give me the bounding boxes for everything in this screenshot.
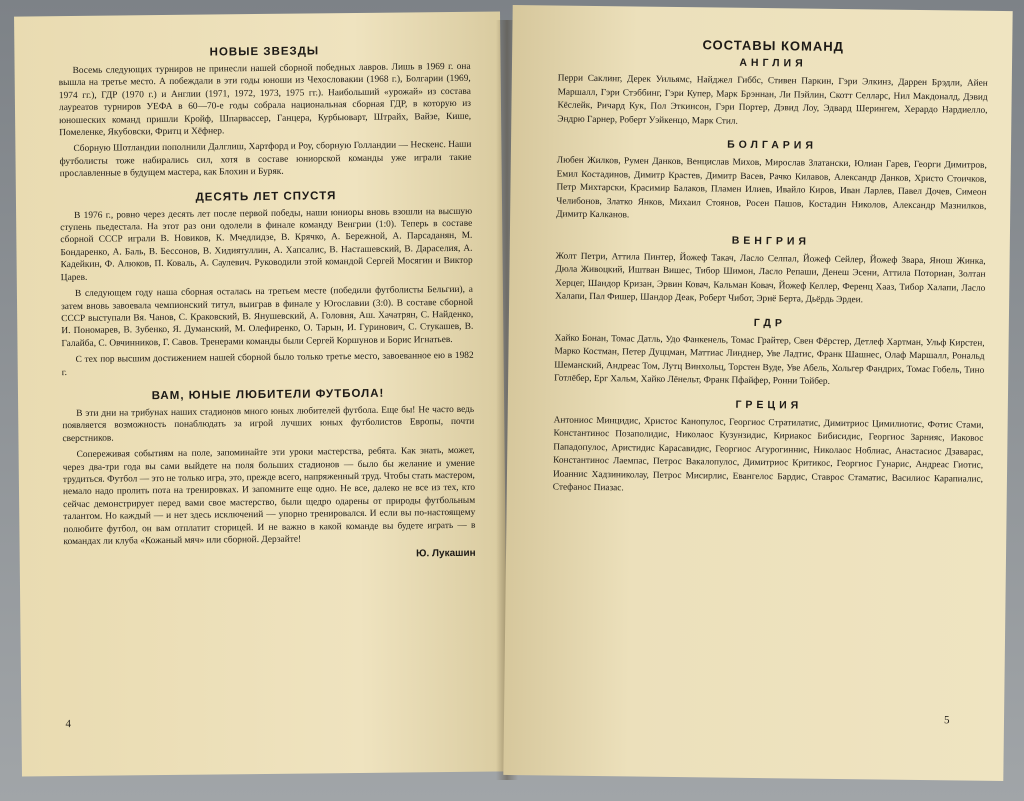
team-heading: БОЛГАРИЯ (727, 138, 817, 152)
page-title: СОСТАВЫ КОМАНД (702, 37, 845, 55)
paragraph: Сборную Шотландии пополнили Далглиш, Хартфорд и Роу, сборную Голландии — Нескенс. Наши футболисты тоже набирались сил, хотя в составе юниорской команды уже играли такие прославленные в будущем мастера, как Блохин и Буряк. (59, 140, 472, 180)
team-heading: ГДР (753, 316, 787, 329)
section-heading: НОВЫЕ ЗВЕЗДЫ (209, 45, 320, 59)
left-page-content (58, 44, 475, 564)
paragraph: Восемь следующих турниров не принесли нашей сборной победных лавров. Лишь в 1969 г. она вышла на третье место. А побеждали в эти годы юноши из Чехословакии (1968 г.), Болгарии (1969, 1974 гг.), ГДР (1970 г.) и Англии (1971, 1972, 1973, 1975 гг.). Наибольший «урожай» из состава лауреатов турниров УЕФА в 60—70-е годы собрала национальная сборная ГДР, в которую из юношеских команд пришли Кройф, Шпарвассер, Ганцера, Курбьюварт, Штрайх, Вайзе, Кише, Помеленке, Якубовски, Фритц и Хёфнер. (58, 61, 472, 139)
paragraph: Сопереживая событиям на поле, запоминайте эти уроки мастерства, ребята. Как знать, может, через два-три года вы сами выйдете на поля больших стадионов — было бы желание и умение трудиться. Футбол — это не только игра, это, прежде всего, напряженный труд. Чтобы стать мастером, немало надо пролить пота на тренировках. И запомните еще одно. Не все, далеко не все из тех, кто сейчас демонстрирует перед вами свое мастерство, были щедро одарены от природы футбольным талантом. Но каждый — и нет здесь исключений — упорно тренировался. И если вы по-настоящему полюбите футбол, он вам отплатит сторицей. И не важно в какой команде вы будете играть — в командах ли клуба «Кожаный мяч» или сборной. Дерзайте! (62, 445, 476, 548)
section-heading: ВАМ, ЮНЫЕ ЛЮБИТЕЛИ ФУТБОЛА! (151, 387, 385, 403)
team-heading: ГРЕЦИЯ (735, 398, 803, 412)
page-number: 4 (65, 718, 72, 731)
team-roster: Любен Жилков, Румен Данков, Венцислав Михов, Мирослав Златански, Юлиан Гарев, Георги Димитров, Емил Костадинов, Димитр Крастев, Димитр Васев, Рачко Килавов, Александр Данков, Христо Стоичков, Петр Михтарски, Красимир Балаков, Пламен Илиев, Ивайло Киров, Иван Ларлев, Павел Дочев, Симеон Челибонов, Златко Янков, Михаил Стоянов, Росен Пашов, Костадин Николов, Александр Мазнилков, Димитр Калканов. (556, 155, 987, 221)
right-page (503, 5, 1012, 781)
right-page-content (553, 36, 989, 505)
team-heading: АНГЛИЯ (739, 56, 807, 70)
paragraph: В эти дни на трибунах наших стадионов много юных любителей футбола. Еще бы! Не часто ведь появляется возможность понаблюдать за игрой лучших юных футболистов Европы, почти сверстников. (62, 404, 475, 444)
left-page (14, 11, 508, 776)
team-roster: Хайко Бонан, Томас Датль, Удо Фанкенель, Томас Грайтер, Свен Фёрстер, Детлеф Хартман, Ульф Кирстен, Марко Костман, Петер Дуццман, Маттиас Линднер, Уве Ладтис, Франк Шашнес, Олаф Маршалл, Рональд Шеманский, Андреас Том, Лутц Винхольц, Торстен Вуде, Уве Абель, Хольгер Фандрих, Томас Гобель, Тино Готлёбер, Ерг Хальм, Хайко Лёнельт, Франк Пфайфер, Ронни Тойбер. (554, 333, 985, 387)
team-roster: Жолт Петри, Аттила Пинтер, Йожеф Такач, Ласло Селпал, Йожеф Сейлер, Йожеф Звара, Янош Жинка, Дюла Живоцкий, Иштван Вишес, Тибор Шимон, Ласло Репаши, Денеш Эсени, Аттила Поториан, Золтан Херцег, Шандор Кризан, Эрвин Ковач, Кальман Ковач, Йожеф Келлер, Ференц Хааз, Тибор Халапи, Ласло Халапи, Пал Фишер, Шандор Деак, Роберт Чибот, Эрнё Берта, Дьёрдь Эрдеи. (555, 251, 986, 306)
paragraph: В следующем году наша сборная осталась на третьем месте (победили футболисты Бельгии), а затем вновь завоевала чемпионский титул, выиграв в финале у Югославии (3:0). В составе сборной СССР выступали Вя. Чанов, С. Краковский, В. Янушевский, А. Головня, Аш. Хачатрян, С. Найденко, И. Пономарев, В. Зубенко, Я. Думанский, М. Олефиренко, О. Тарын, И. Гуринович, С. Стукашев, В. Галайба, С. Овчинников, Г. Савов. Тренерами команды были Сергей Коршунов и Борис Игнатьев. (61, 284, 474, 349)
page-number: 5 (943, 714, 950, 727)
section-heading: ДЕСЯТЬ ЛЕТ СПУСТЯ (195, 189, 337, 204)
team-roster: Антониос Минцидис, Христос Канопулос, Георгиос Стратилатис, Димитриос Цимилиотис, Фотис Стами, Константинос Позаполидис, Николаос Кузунзидис, Кириакос Бибисидис, Георгиос Зарнияс, Иаковос Пападопулос, Аристидис Карасавидис, Георгиос Агурогиннис, Николаос Ноблиас, Анастасиос Дзаварас, Константинос Лаемпас, Петрос Вакалопулос, Димитриос Критикос, Георгиос Гунарис, Андреас Гиотис, Иоаннис Хадзиниколау, Петрос Мисирлис, Евангелос Бардис, Ставрос Стаматис, Василиос Карапиалис, Стефанос Пиазас. (552, 415, 984, 494)
team-roster: Перри Саклинг, Дерек Уильямс, Найджел Гиббс, Стивен Паркин, Гэри Элкинз, Даррен Брэдли, Айен Маршалл, Гэри Стэббинг, Гэри Купер, Марк Брэннан, Ли Пэйлин, Скотт Селларс, Нил Макдоналд, Дэвид Кёслейк, Ричард Кук, Пол Эткинсон, Гэри Портер, Дэвид Лоу, Эдвард Шерингем, Херардо Нардиелло, Эндрю Гарнер, Роберт Уэйкенцо, Марк Стил. (557, 73, 988, 127)
paragraph: С тех пор высшим достижением нашей сборной было только третье место, завоеванное ею в 1982 г. (61, 350, 474, 378)
team-heading: ВЕНГРИЯ (731, 234, 811, 248)
author-signature: Ю. Лукашин (416, 548, 476, 560)
paragraph: В 1976 г., ровно через десять лет после первой победы, наши юниоры вновь взошли на высшую ступень пьедестала. На этот раз они одолели в финале команду Венгрии (1:0). Теперь в составе сборной СССР играли В. Новиков, К. Мчедлидзе, В. Крячко, А. Бережной, А. Парсаданян, М. Бондаренко, А. Баль, В. Бессонов, В. Хидиятуллин, А. Хапсалис, В. Насташевский, В. Дараселия, А. Кадейкин, Ф. Алюков, П. Коваль, А. Саулевич. Руководили этой командой Сергей Мосягин и Виктор Царев. (60, 206, 473, 283)
